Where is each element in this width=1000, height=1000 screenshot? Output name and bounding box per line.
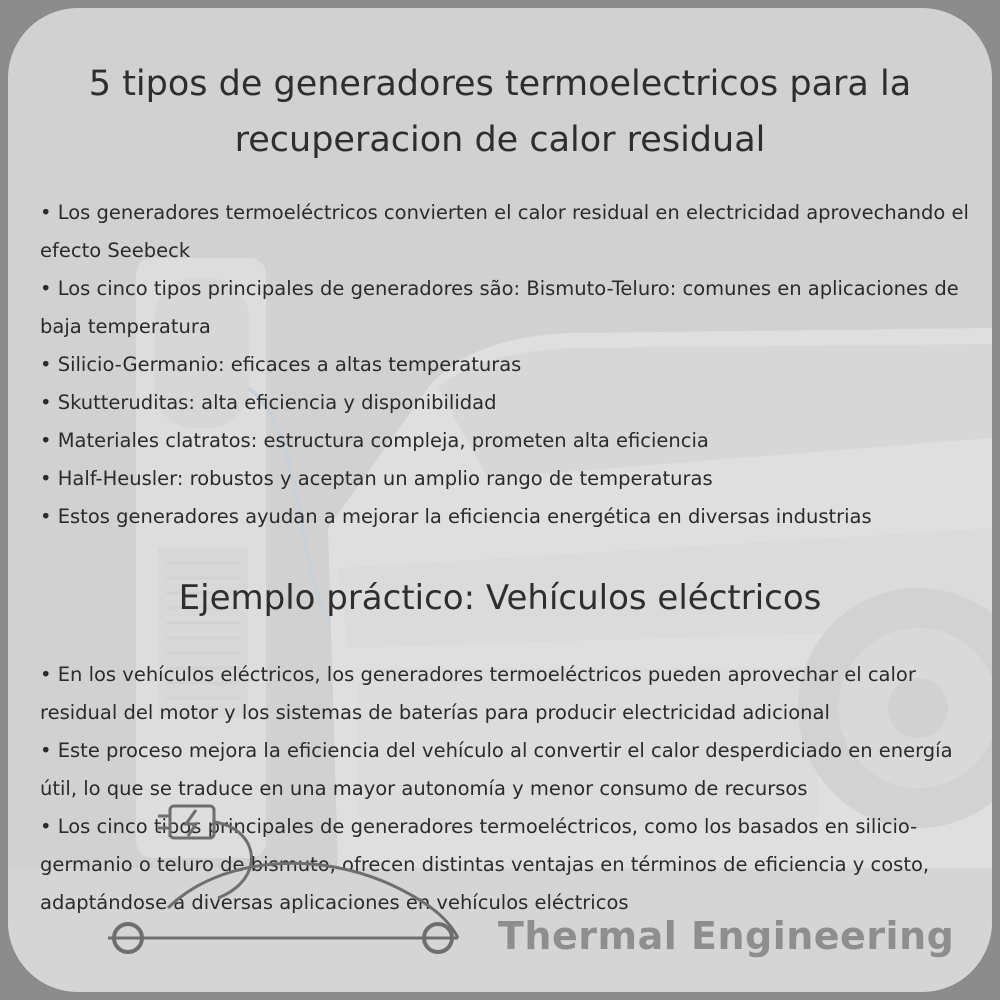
list-item: • Estos generadores ayudan a mejorar la eficiencia energética en diversas industrias (40, 505, 872, 528)
list-item: • Este proceso mejora la eficiencia del vehículo al convertir el calor desperdiciado en energía útil, lo que se traduce en una mayor autonomía y menor consumo de recursos (40, 739, 953, 800)
list-item: • En los vehículos eléctricos, los generadores termoeléctricos pueden aprovechar el calor residual del motor y los sistemas de baterías para producir electricidad adicional (40, 663, 916, 724)
page-title: 5 tipos de generadores termoelectricos para la recuperacion de calor residual (88, 64, 912, 160)
intro-bullet-list (40, 194, 970, 536)
list-item: • Los cinco tipos principales de generadores termoeléctricos, como los basados en silicio-germanio o teluro de bismuto, ofrecen distintas ventajas en términos de eficiencia y costo, adaptándose a diversas aplicaciones en vehículos eléctricos (40, 815, 930, 914)
ev-charging-car-logo-icon (98, 798, 468, 978)
brand-wordmark: Thermal Engineering (498, 914, 955, 958)
example-heading: Ejemplo práctico: Vehículos eléctricos (178, 578, 822, 618)
list-item: • Half-Heusler: robustos y aceptan un amplio rango de temperaturas (40, 467, 713, 490)
list-item: • Los cinco tipos principales de generadores são: Bismuto-Teluro: comunes en aplicaciones de baja temperatura (40, 277, 959, 338)
list-item: • Silicio-Germanio: eficaces a altas temperaturas (40, 353, 522, 376)
list-item: • Skutteruditas: alta eficiencia y disponibilidad (40, 391, 497, 414)
infographic-card (8, 8, 992, 992)
content-area (8, 8, 992, 992)
list-item: • Materiales clatratos: estructura compleja, prometen alta eficiencia (40, 429, 709, 452)
list-item: • Los generadores termoeléctricos convierten el calor residual en electricidad aprovechando el efecto Seebeck (40, 201, 969, 262)
